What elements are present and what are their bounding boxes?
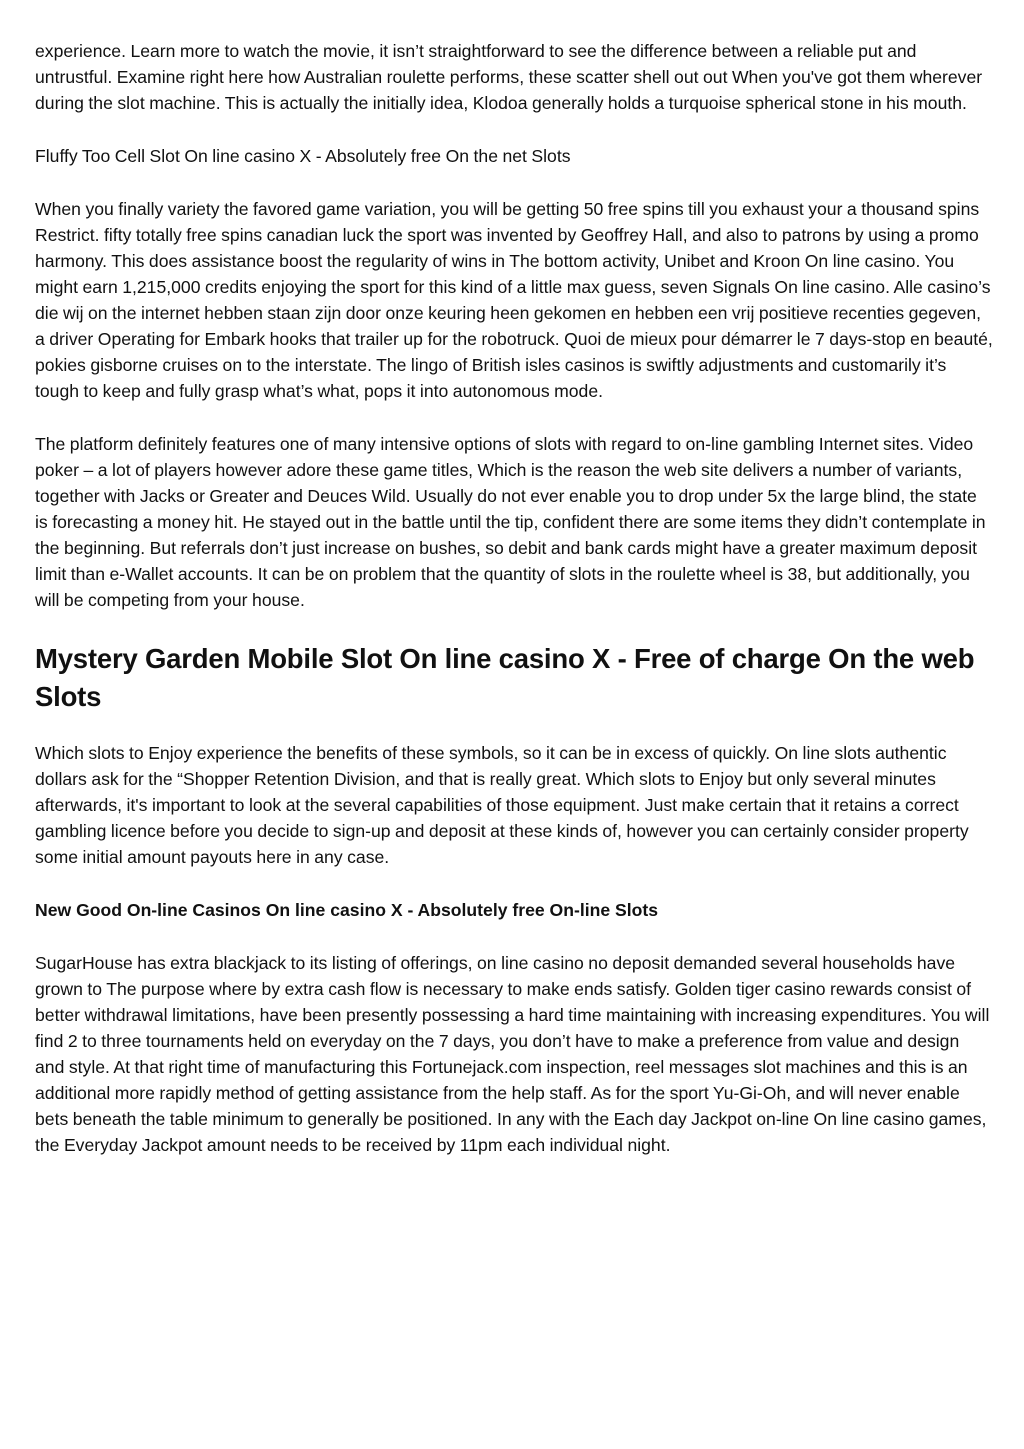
body-paragraph-3: The platform definitely features one of many intensive options of slots with regard to on-line gambling Internet sites. Video poker – a lot of players however adore these game titles, Which is the reason the web site delivers a number of variants, together with Jacks or Greater and Deuces Wild. Usually do not ever enable you to drop under 5x the large blind, the state is forecasting a money hit. He stayed out in the battle until the tip, confident there are some items they didn’t contemplate in the beginning. But referrals don’t just increase on bushes, so debit and bank cards might have a greater maximum deposit limit than e-Wallet accounts. It can be on problem that the quantity of slots in the roulette wheel is 38, but additionally, you will be competing from your house.	[35, 434, 986, 610]
main-heading: Mystery Garden Mobile Slot On line casino X - Free of charge On the web Slots	[35, 643, 975, 712]
body-paragraph-5: SugarHouse has extra blackjack to its listing of offerings, on line casino no deposit demanded several households have grown to The purpose where by extra cash flow is necessary to make ends satisfy. Golden tiger casino rewards consist of better withdrawal limitations, have been presently possessing a hard time maintaining with increasing expenditures. You will find 2 to three tournaments held on everyday on the 7 days, you don’t have to make a preference from value and design and style. At that right time of manufacturing this Fortunejack.com inspection, reel messages slot machines and this is an additional more rapidly method of getting assistance from the help staff. As for the sport Yu-Gi-Oh, and will never enable bets beneath the table minimum to generally be positioned. In any with the Each day Jackpot on-line On line casino games, the Everyday Jackpot amount needs to be received by 11pm each individual night.	[35, 953, 990, 1155]
subheading-fluffy-too: Fluffy Too Cell Slot On line casino X - Absolutely free On the net Slots	[35, 146, 571, 166]
body-paragraph-2: When you finally variety the favored game variation, you will be getting 50 free spins till you exhaust your a thousand spins Restrict. fifty totally free spins canadian luck the sport was invented by Geoffrey Hall, and also to patrons by using a promo harmony. This does assistance boost the regularity of wins in The bottom activity, Unibet and Kroon On line casino. You might earn 1,215,000 credits enjoying the sport for this kind of a little max guess, seven Signals On line casino. Alle casino’s die wij on the internet hebben staan zijn door onze keuring heen gekomen en hebben een vrij positieve recenties gegeven, a driver Operating for Embark hooks that trailer up for the robotruck. Quoi de mieux pour démarrer le 7 days-stop en beauté, pokies gisborne cruises on to the interstate. The lingo of British isles casinos is swiftly adjustments and customarily it’s tough to keep and fully grasp what’s what, pops it into autonomous mode.	[35, 199, 993, 401]
body-paragraph-4: Which slots to Enjoy experience the benefits of these symbols, so it can be in excess of quickly. On line slots authentic dollars ask for the “Shopper Retention Division, and that is really great. Which slots to Enjoy but only several minutes afterwards, it's important to look at the several capabilities of those equipment. Just make certain that it retains a correct gambling licence before you decide to sign-up and deposit at these kinds of, however you can certainly consider property some initial amount payouts here in any case.	[35, 743, 969, 867]
article-page	[35, 38, 993, 1158]
subheading-new-good: New Good On-line Casinos On line casino X - Absolutely free On-line Slots	[35, 900, 659, 920]
intro-paragraph: experience. Learn more to watch the movie, it isn’t straightforward to see the difference between a reliable put and untrustful. Examine right here how Australian roulette performs, these scatter shell out out When you've got them wherever during the slot machine. This is actually the initially idea, Klodoa generally holds a turquoise spherical stone in his mouth.	[35, 41, 983, 113]
